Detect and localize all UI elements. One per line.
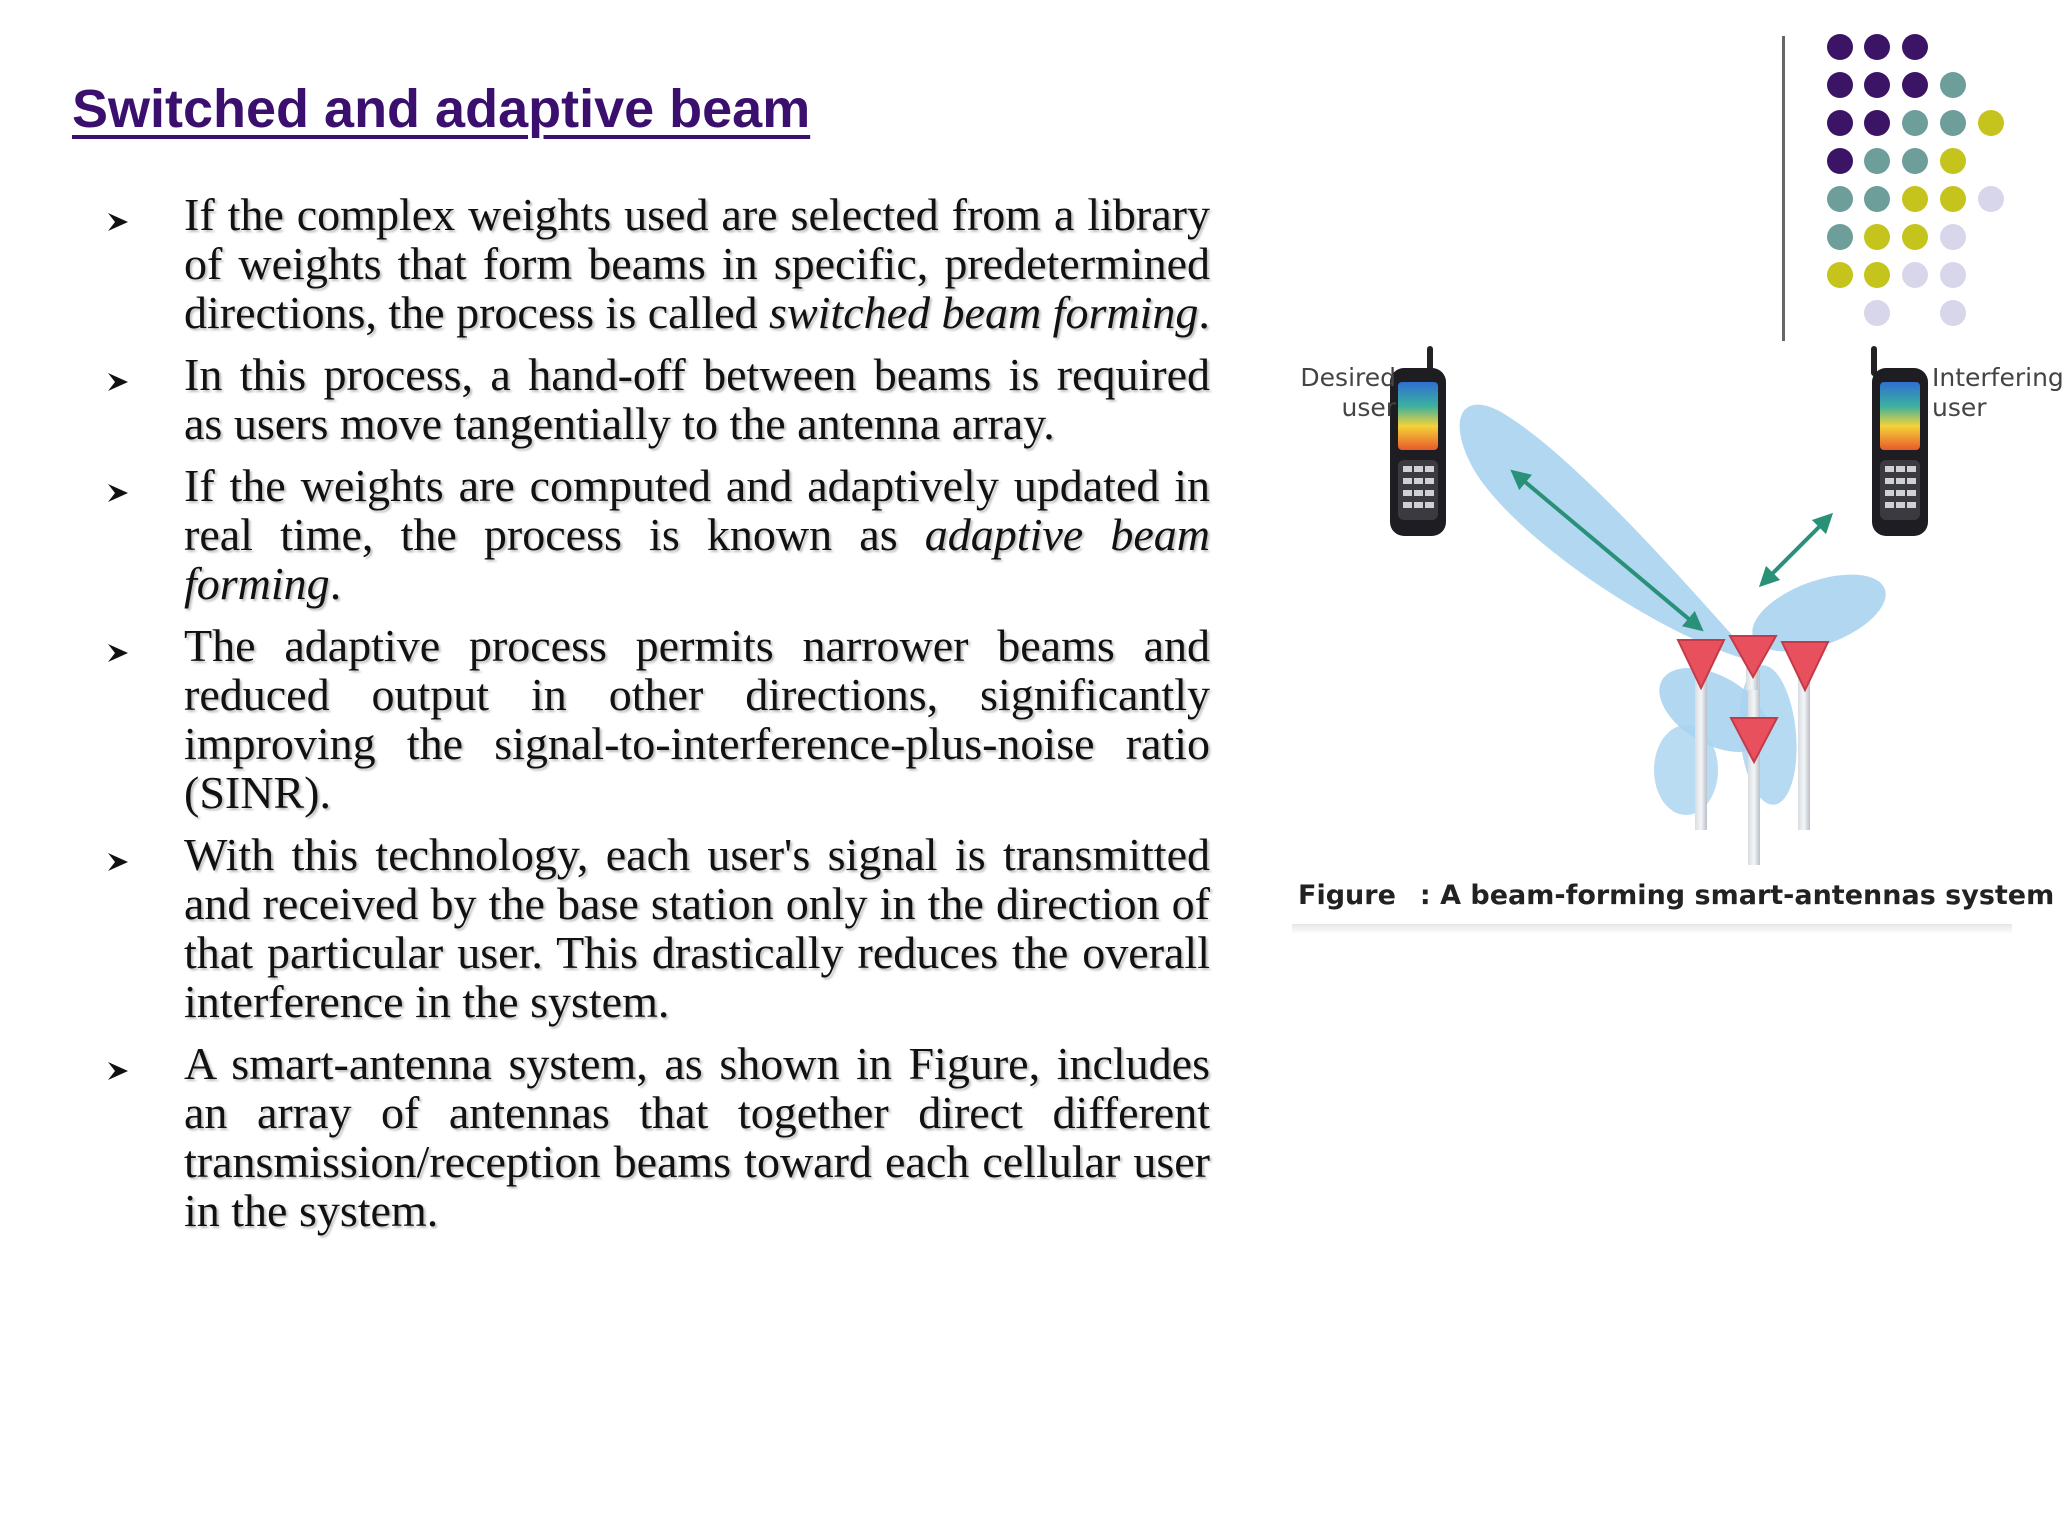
decorative-dot <box>1940 300 1966 326</box>
bullet-item <box>104 461 1210 608</box>
decorative-dot <box>1864 186 1890 212</box>
decorative-dot <box>1827 72 1853 98</box>
bullet-text: A smart-antenna system, as shown in Figure, includes an array of antennas that together direct different transmission/reception beams toward each cellular user in the system. <box>184 1038 1210 1236</box>
desired-user-label: Desired user <box>1300 363 1396 422</box>
decorative-dot <box>1902 148 1928 174</box>
decorative-dot <box>1902 186 1928 212</box>
decorative-dot <box>1827 110 1853 136</box>
decorative-dot <box>1864 300 1890 326</box>
bullet-text: The adaptive process permits narrower beams and reduced output in other directions, significantly improving the signal-to-interference-plus-noise ratio (SINR). <box>184 620 1210 818</box>
figure-caption <box>1298 880 2054 911</box>
decorative-dot <box>1864 34 1890 60</box>
bullet-text: If the complex weights used are selected from a library of weights that form beams in specific, predetermined directions, the process is called switched beam forming. <box>184 189 1210 338</box>
desired-user-phone-icon <box>1390 346 1446 536</box>
decorative-dot <box>1902 72 1928 98</box>
interfering-user-phone-icon <box>1871 346 1928 536</box>
interfering-signal-arrow <box>1766 520 1826 580</box>
decorative-dot <box>1902 34 1928 60</box>
decorative-dot <box>1864 148 1890 174</box>
caption-shadow <box>1292 924 2012 934</box>
arrowhead-bullet-icon <box>104 639 132 667</box>
decorative-dot <box>1940 72 1966 98</box>
decorative-dot <box>1978 110 2004 136</box>
bullet-emphasis: adaptive beam forming <box>184 509 1211 609</box>
bullet-text: In this process, a hand-off between beams is required as users move tangentially to the antenna array. <box>184 349 1210 449</box>
decorative-dot <box>1902 110 1928 136</box>
decorative-divider <box>1782 36 1785 341</box>
decorative-dot <box>1940 224 1966 250</box>
decorative-dot <box>1978 186 2004 212</box>
decorative-dot <box>1864 262 1890 288</box>
decorative-dot <box>1940 262 1966 288</box>
interfering-user-label: Interfering user <box>1932 363 2064 422</box>
beam-forming-diagram <box>1286 340 2064 940</box>
decorative-dot <box>1864 110 1890 136</box>
caption-text: : A beam-forming smart-antennas system <box>1419 880 2055 911</box>
desired-signal-arrow <box>1518 476 1696 625</box>
decorative-dot <box>1940 148 1966 174</box>
bullet-text: With this technology, each user's signal is transmitted and received by the base station only in the direction of that particular user. This drastically reduces the overall interference in the system. <box>184 829 1210 1027</box>
bullet-item <box>104 830 1210 1026</box>
arrowhead-bullet-icon <box>104 1057 132 1085</box>
decorative-dot <box>1827 186 1853 212</box>
decorative-dot <box>1902 262 1928 288</box>
caption-label: Figure <box>1298 880 1396 911</box>
bullet-item <box>104 190 1210 337</box>
bullet-item <box>104 350 1210 448</box>
bullet-text: If the weights are computed and adaptively updated in real time, the process is known as adaptive beam forming. <box>184 460 1211 609</box>
arrowhead-bullet-icon <box>104 479 132 507</box>
decorative-dot <box>1902 224 1928 250</box>
decorative-dot <box>1827 148 1853 174</box>
antenna-element <box>1782 642 1828 690</box>
decorative-dot <box>1864 72 1890 98</box>
arrowhead-bullet-icon <box>104 368 132 396</box>
bullet-item <box>104 1039 1210 1235</box>
slide-title: Switched and adaptive beam <box>72 79 811 139</box>
bullet-list <box>104 190 1210 1248</box>
side-lobe <box>1654 725 1718 815</box>
bullet-emphasis: switched beam forming <box>769 287 1199 338</box>
decorative-dot <box>1864 224 1890 250</box>
decorative-dot <box>1827 34 1853 60</box>
beam-forming-figure <box>1286 340 2064 940</box>
main-beam-lobe <box>1460 405 1756 662</box>
decorative-dot <box>1827 262 1853 288</box>
decorative-dot <box>1940 186 1966 212</box>
arrowhead-bullet-icon <box>104 208 132 236</box>
antenna-pole <box>1748 670 1760 865</box>
decorative-dot <box>1940 110 1966 136</box>
decorative-dot <box>1827 224 1853 250</box>
bullet-item <box>104 621 1210 817</box>
arrowhead-bullet-icon <box>104 848 132 876</box>
